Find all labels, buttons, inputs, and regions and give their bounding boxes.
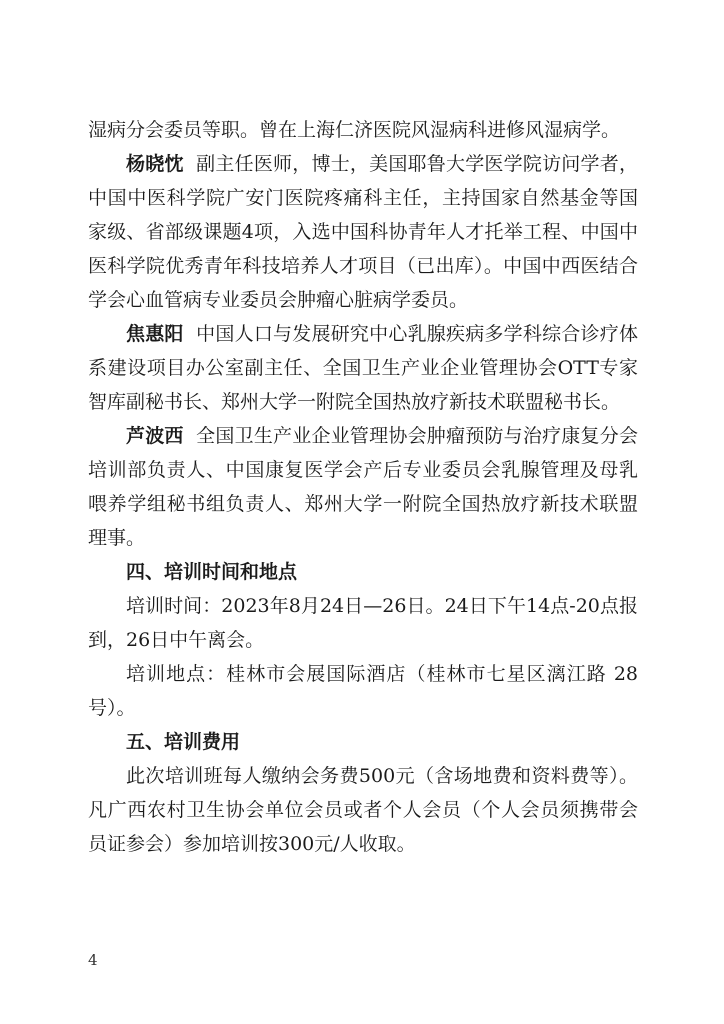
training-time-paragraph: 培训时间：2023年8月24日—26日。24日下午14点-20点报到，26日中午离会。: [88, 595, 638, 651]
training-place-paragraph: 培训地点：桂林市会展国际酒店（桂林市七星区漓江路 28号）。: [88, 663, 638, 719]
bio-paragraph-lu: [88, 419, 638, 555]
bio-text: 副主任医师，博士，美国耶鲁大学医学院访问学者，中国中医科学院广安门医院疼痛科主任，主持国家自然基金等国家级、省部级课题4项，入选中国科协青年人才托举工程、中国中医科学院优秀青年科技培养人才项目（已出库）。中国中西医结合学会心血管病专业委员会肿瘤心脏病学委员。: [88, 153, 638, 311]
section-heading-time-place: 四、培训时间和地点: [126, 561, 298, 583]
bio-name: 芦波西: [126, 425, 184, 447]
bio-text: 全国卫生产业企业管理协会肿瘤预防与治疗康复分会培训部负责人、中国康复医学会产后专业委员会乳腺管理及母乳喂养学组秘书组负责人、郑州大学一附院全国热放疗新技术联盟理事。: [88, 425, 638, 549]
bio-text: 中国人口与发展研究中心乳腺疾病多学科综合诊疗体系建设项目办公室副主任、全国卫生产业企业管理协会OTT专家智库副秘书长、郑州大学一附院全国热放疗新技术联盟秘书长。: [88, 323, 638, 413]
bio-name: 焦惠阳: [126, 323, 184, 345]
page-number: 4: [88, 951, 98, 969]
section-heading-fees: 五、培训费用: [126, 731, 241, 753]
bio-paragraph-yang: [88, 147, 638, 317]
bio-name: 杨晓忱: [126, 153, 184, 175]
continuation-paragraph: 湿病分会委员等职。曾在上海仁济医院风湿病科进修风湿病学。: [88, 119, 621, 141]
bio-paragraph-jiao: [88, 317, 638, 419]
training-fee-paragraph: 此次培训班每人缴纳会务费500元（含场地费和资料费等）。凡广西农村卫生协会单位会员或者个人会员（个人会员须携带会员证参会）参加培训按300元/人收取。: [88, 765, 638, 855]
page-content: [88, 113, 638, 861]
